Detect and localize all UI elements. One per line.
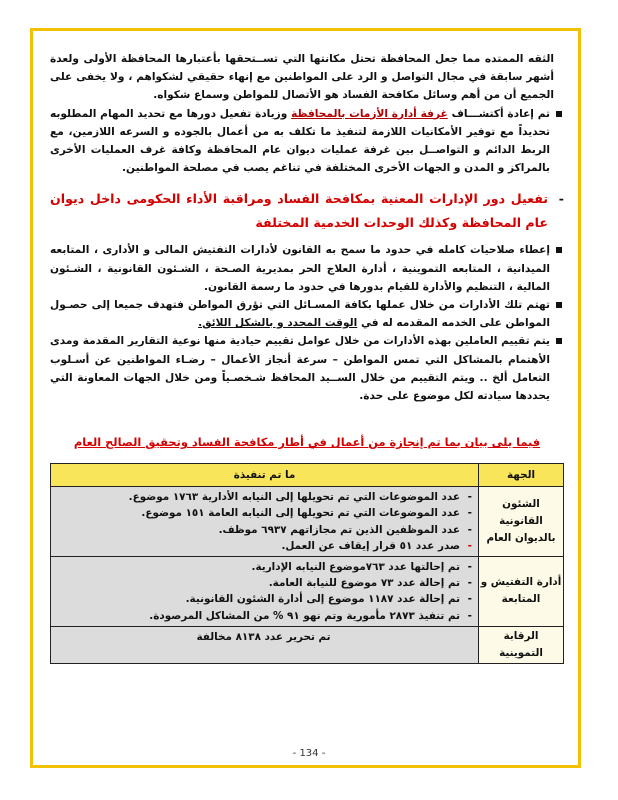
bullet-list-1 bbox=[50, 105, 564, 178]
page-number: - 134 - bbox=[292, 748, 326, 759]
document-body bbox=[50, 50, 564, 664]
heading-dash: - bbox=[558, 191, 564, 207]
bullet-list-2 bbox=[50, 241, 564, 405]
list-item: - عدد الموضوعات التي تم تحويلها إلى النيابه العامة ١٥١ موضوع. bbox=[55, 505, 472, 521]
achievements-table bbox=[50, 463, 564, 664]
list-item: - تم إحالتها عدد ٧٦٣موضوع النيابه الإدارية. bbox=[55, 559, 472, 575]
bullet-powers: إعطاء صلاحيات كامله في حدود ما سمح به القانون لأدارات التفتيش المالى و الأدارى ، المتابعه الميدانية ، المتابعه التموينية ، أدارة العلاج الحر بمديرية الصـحة ، الشـئون القانونية ، الشـئون المالية ، التنظيم والأدارة للقيام بدورها في حدود ما رسمة القانون. bbox=[50, 241, 564, 296]
crisis-room-highlight: غرفة أدارة الأزمات بالمحافظة bbox=[291, 107, 448, 120]
table-row bbox=[51, 487, 564, 557]
bullet-departments bbox=[50, 296, 564, 332]
header-work: ما تم تنفيذة bbox=[51, 464, 479, 487]
bullet-text: تم إعادة أكتشـــاف bbox=[447, 107, 550, 120]
work-cell: تم تحرير عدد ٨١٣٨ مخالفة bbox=[51, 626, 479, 663]
bullet-crisis-room bbox=[50, 105, 564, 178]
table-row bbox=[51, 557, 564, 627]
list-item: - تم تنفيذ ٢٨٧٣ مأمورية وتم نهو ٩١ % من المشاكل المرصودة. bbox=[55, 608, 472, 624]
list-item: - صدر عدد ٥١ قرار إيقاف عن العمل. bbox=[55, 538, 472, 554]
bullet-evaluation: يتم تقييم العاملين بهذه الأدارات من خلال عوامل تقييم حيادية منها نوعية التقارير المقدمة ومدى الأهتمام بالمشاكل التي تمس المواطن – سرعة أنجاز الأعمال – رضـاء المواطنين عن أسـلوب التعامل ألخ .. ويتم التقييم من خلال الســيد المحافظ شـخصـياً ومن خلال الجهات المعاونة التي يحددها سيادته لكل موضوع على حدة. bbox=[50, 332, 564, 405]
bullet-text: وزيادة تفعيل دورها مع تحديد المهام المطلوبه تحديداً مع توفير الأمكانيات اللازمة لتنفيذ ما تكلف به من أعمال بالجوده و السرعه اللازمين، مع الربط الدائم و التواصــل بين غرفة عمليات ديوان عام المحافظة وكافة غرف العمليات الأخرى بالمراكز و المدن و الجهات الأخرى المختلفة في تناغم يصب في مصلحة المواطنين. bbox=[50, 107, 550, 175]
table-header-row bbox=[51, 464, 564, 487]
list-item: - عدد الموضوعات التي تم تحويلها إلى النيابه الأدارية ١٧٦٣ موضوع. bbox=[55, 489, 472, 505]
intro-paragraph: الثقه الممتده مما جعل المحافظة تحتل مكانتها التي تســتحقها بأعتبارها المحافظة الأولى ولعدة أشهر سابقة في مجال التواصل و الرد على المواطنين مع إنهاء حقيقي لشكواهم ، ولا يخفى على الجميع أن من أهم وسائل مكافحة الفساد هو الأتصال للمواطن وسماع شكواه. bbox=[50, 53, 554, 102]
list-item: - عدد الموظفين الذين تم مجازاتهم ٦٩٣٧ موظف. bbox=[55, 522, 472, 538]
section-heading bbox=[50, 187, 564, 235]
table-heading: فيما يلى بيان بما تم إنجازة من أعمال في أطار مكافحة الفساد وتحقيق الصالح العام bbox=[73, 435, 541, 450]
table-row bbox=[51, 626, 564, 663]
list-item: - تم إحالة عدد ١١٨٧ موضوع إلى أدارة الشئون القانونية. bbox=[55, 591, 472, 607]
work-cell bbox=[51, 487, 479, 557]
entity-inspection: أدارة التفتيش و المتابعة bbox=[479, 557, 564, 627]
header-entity: الجهة bbox=[479, 464, 564, 487]
bullet-underlined: الوقت المحدد و بالشكل اللائق. bbox=[198, 317, 358, 330]
section-heading-text: تفعيل دور الإدارات المعنية بمكافحة الفساد ومراقبة الأداء الحكومى داخل ديوان عام المحافظة وكذلك الوحدات الخدمية المختلفة bbox=[50, 191, 548, 231]
work-cell bbox=[51, 557, 479, 627]
entity-supply: الرقابة التموينية bbox=[479, 626, 564, 663]
bullet-text: تهتم تلك الأدارات من خلال عملها بكافة المسـائل التي تؤرق المواطن فتهدف جميعا إلى حصـول المواطن على الخدمه المقدمه له في bbox=[50, 299, 550, 330]
list-item: - تم إحالة عدد ٧٣ موضوع للنيابة العامة. bbox=[55, 575, 472, 591]
entity-legal: الشئون القانونية بالديوان العام bbox=[479, 487, 564, 557]
